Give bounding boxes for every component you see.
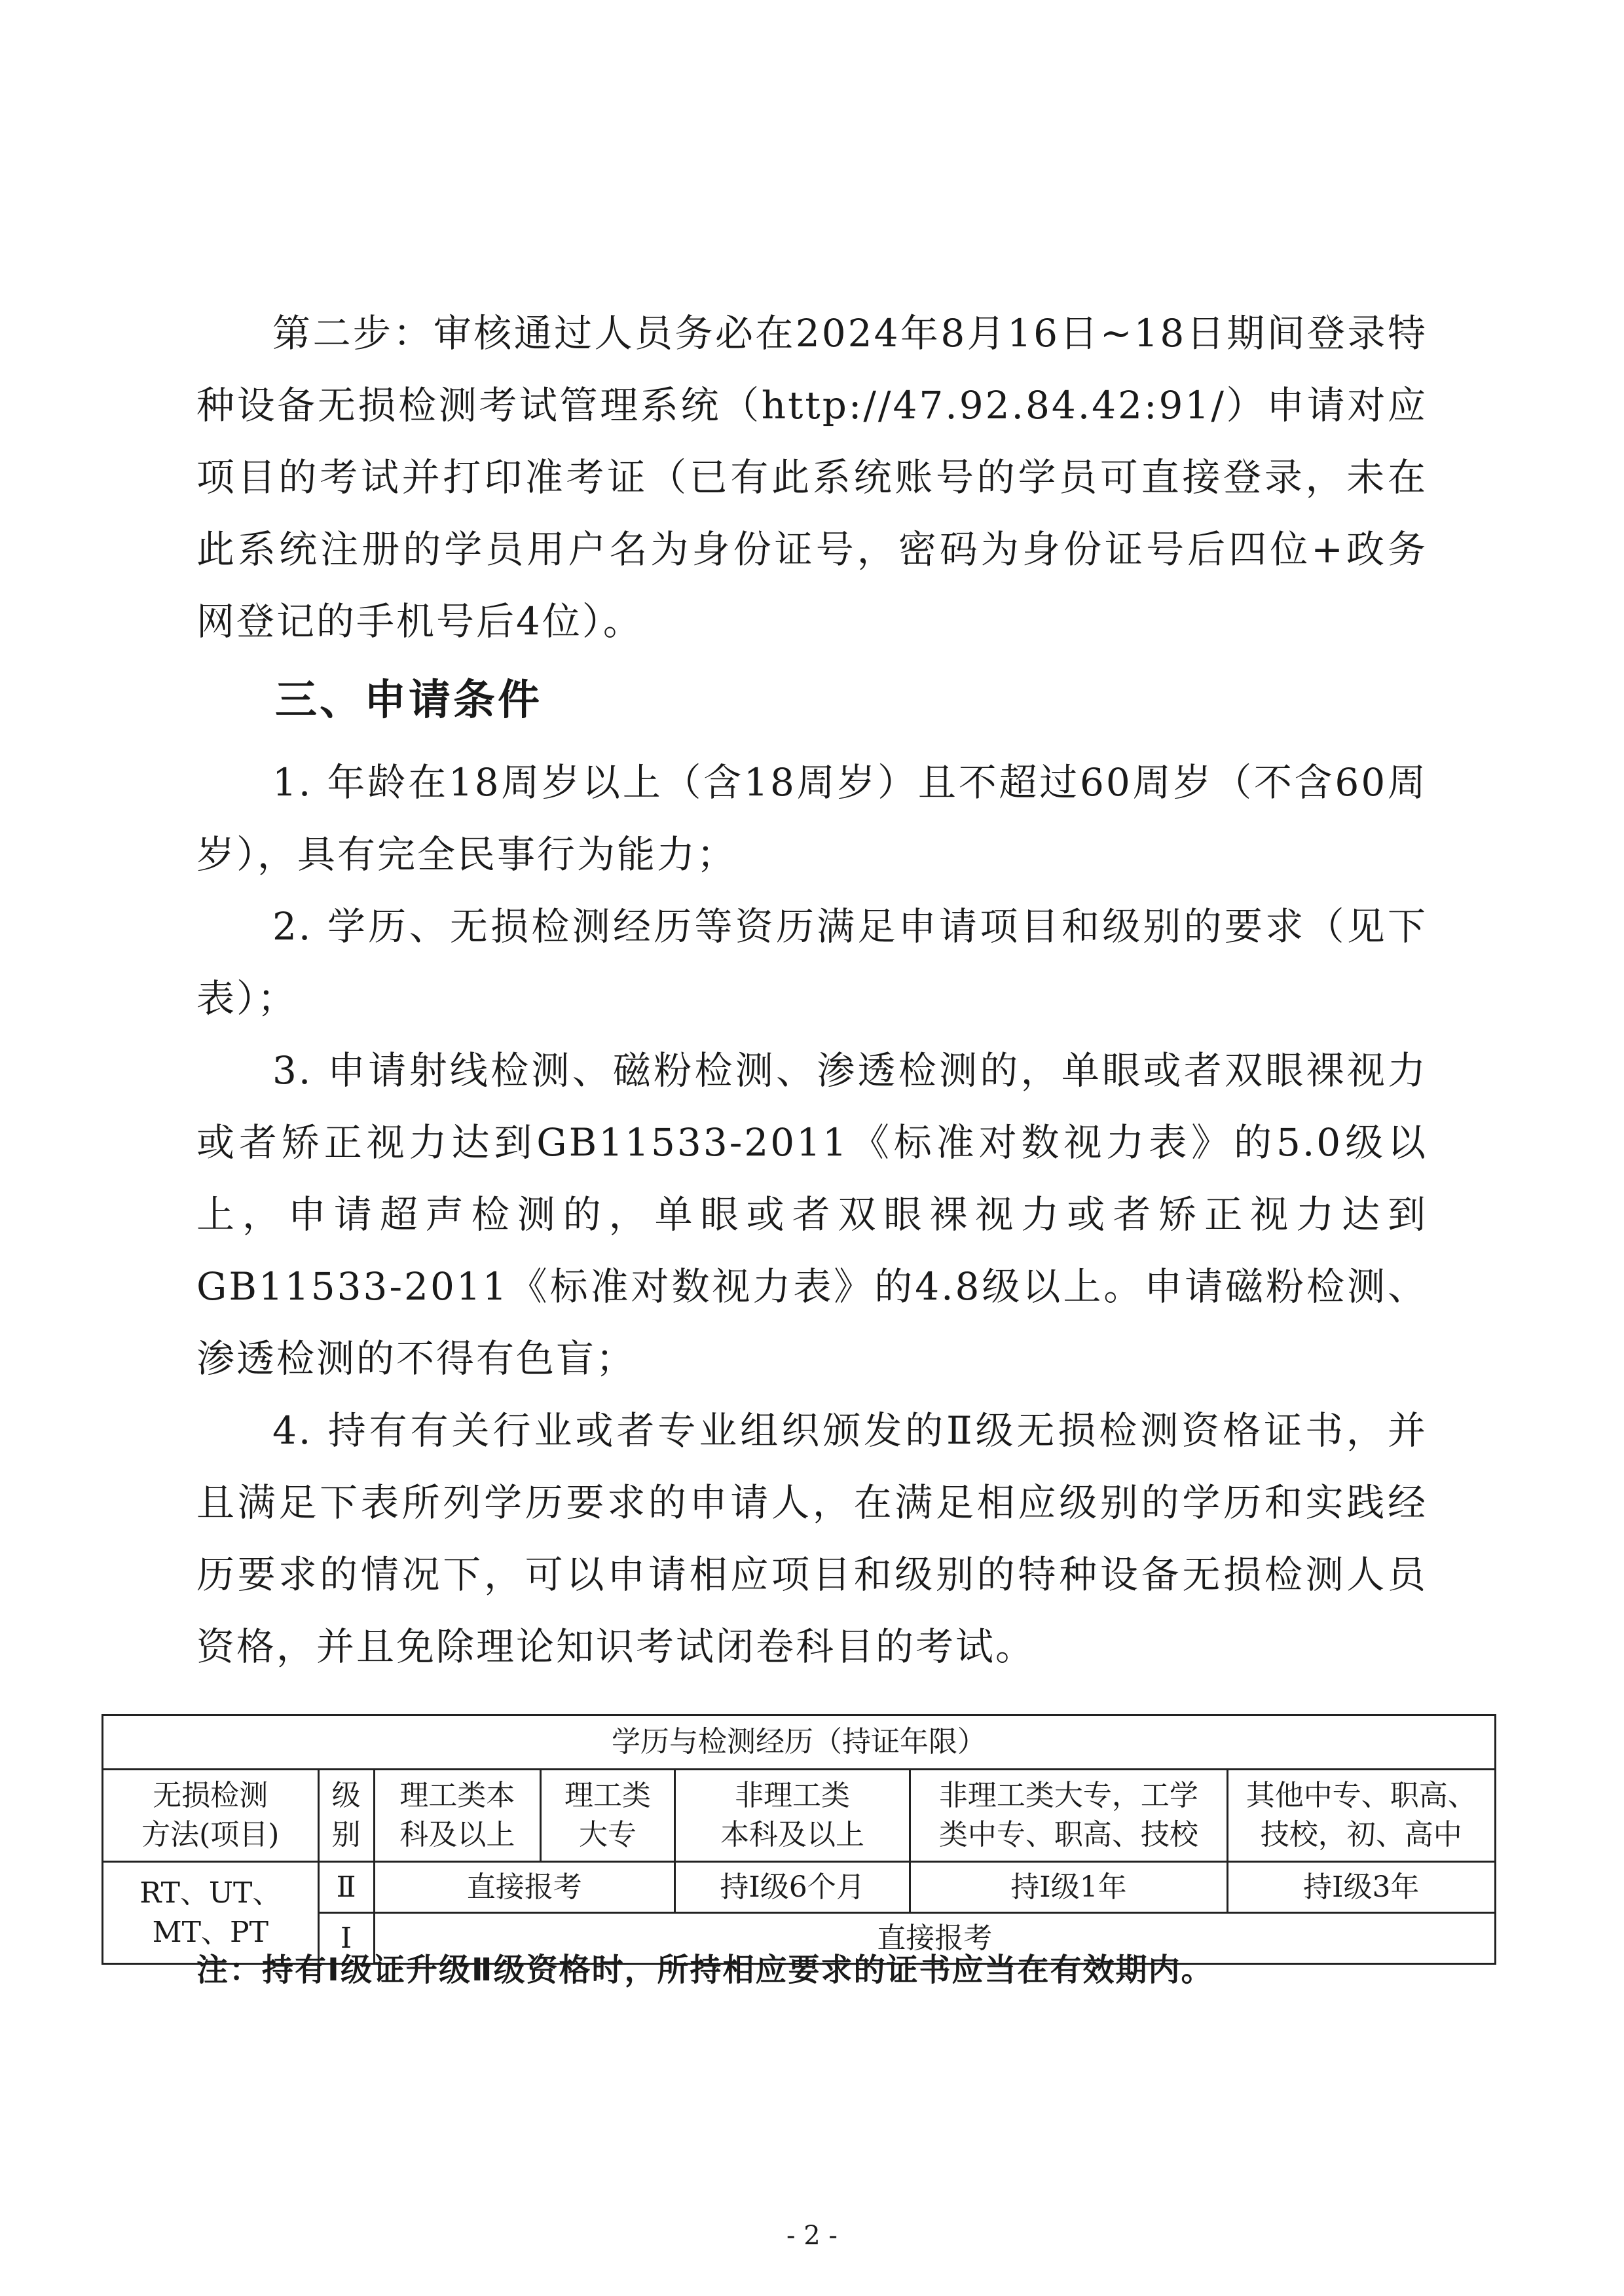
method-header [103, 1770, 319, 1862]
column-header-line: 非理工类大专，工学 [938, 1779, 1198, 1812]
methods-line-1: RT、UT、 [139, 1876, 282, 1910]
section-heading: 三、申请条件 [275, 676, 542, 725]
column-header-line: 技校，初、高中 [1260, 1818, 1462, 1851]
methods-line-2: MT、PT [152, 1915, 268, 1949]
level-2-cell: Ⅱ [318, 1862, 374, 1913]
table-group-header: 学历与检测经历（持证年限） [103, 1715, 1496, 1770]
column-header-line: 类中专、职高、技校 [938, 1818, 1198, 1851]
column-header-line: 大专 [579, 1818, 637, 1851]
table-group-header-row [103, 1715, 1496, 1770]
condition-item-3: 3. 申请射线检测、磁粉检测、渗透检测的，单眼或者双眼裸视力或者矫正视力达到GB11533-2011《标准对数视力表》的5.0级以上，申请超声检测的，单眼或者双眼裸视力或者矫正视力达到GB11533-2011《标准对数视力表》的4.8级以上。申请磁粉检测、渗透检测的不得有色盲； [196, 1048, 1428, 1381]
column-header-line: 理工类 [564, 1779, 651, 1812]
level-header-line-1: 级 [331, 1779, 361, 1812]
column-header-line: 理工类本 [399, 1779, 515, 1812]
column-header-line: 本科及以上 [720, 1818, 865, 1851]
table-row-level-2 [103, 1862, 1496, 1913]
column-header-sci-bachelor [374, 1770, 541, 1862]
level-header [318, 1770, 374, 1862]
table-note: 注：持有Ⅰ级证升级Ⅱ级资格时，所持相应要求的证书应当在有效期内。 [196, 1952, 1214, 1988]
level-header-line-2: 别 [331, 1818, 361, 1851]
level-2-nonsci-college-cell: 持Ⅰ级1年 [910, 1862, 1227, 1913]
column-header-sci-college [541, 1770, 675, 1862]
level-2-nonsci-bachelor-cell: 持Ⅰ级6个月 [674, 1862, 910, 1913]
column-header-line: 科及以上 [399, 1818, 515, 1851]
level-1-direct-cell: 直接报考 [374, 1913, 1495, 1964]
column-header-nonsci-bachelor [674, 1770, 910, 1862]
column-header-line: 非理工类 [735, 1779, 851, 1812]
table-header-row [103, 1770, 1496, 1862]
column-header-other [1227, 1770, 1495, 1862]
method-header-line-1: 无损检测 [153, 1779, 268, 1812]
level-1-cell: Ⅰ [318, 1913, 374, 1964]
page-number: - 2 - [786, 2221, 838, 2251]
level-2-other-cell: 持Ⅰ级3年 [1227, 1862, 1495, 1913]
condition-item-1: 1. 年龄在18周岁以上（含18周岁）且不超过60周岁（不含60周岁），具有完全民事行为能力； [196, 760, 1428, 877]
qualification-table [101, 1714, 1496, 1965]
column-header-line: 其他中专、职高、 [1246, 1779, 1477, 1812]
column-header-nonsci-college [910, 1770, 1227, 1862]
condition-item-2: 2. 学历、无损检测经历等资历满足申请项目和级别的要求（见下表）； [196, 904, 1428, 1021]
method-header-line-2: 方法(项目) [141, 1818, 280, 1851]
step2-paragraph: 第二步：审核通过人员务必在2024年8月16日~18日期间登录特种设备无损检测考试管理系统（http://47.92.84.42:91/）申请对应项目的考试并打印准考证（已有此系统账号的学员可直接登录，未在此系统注册的学员用户名为身份证号，密码为身份证号后四位+政务网登记的手机号后4位）。 [196, 311, 1428, 644]
condition-item-4: 4. 持有有关行业或者专业组织颁发的Ⅱ级无损检测资格证书，并且满足下表所列学历要求的申请人，在满足相应级别的学历和实践经历要求的情况下，可以申请相应项目和级别的特种设备无损检测人员资格，并且免除理论知识考试闭卷科目的考试。 [196, 1408, 1428, 1669]
level-2-direct-cell: 直接报考 [374, 1862, 674, 1913]
